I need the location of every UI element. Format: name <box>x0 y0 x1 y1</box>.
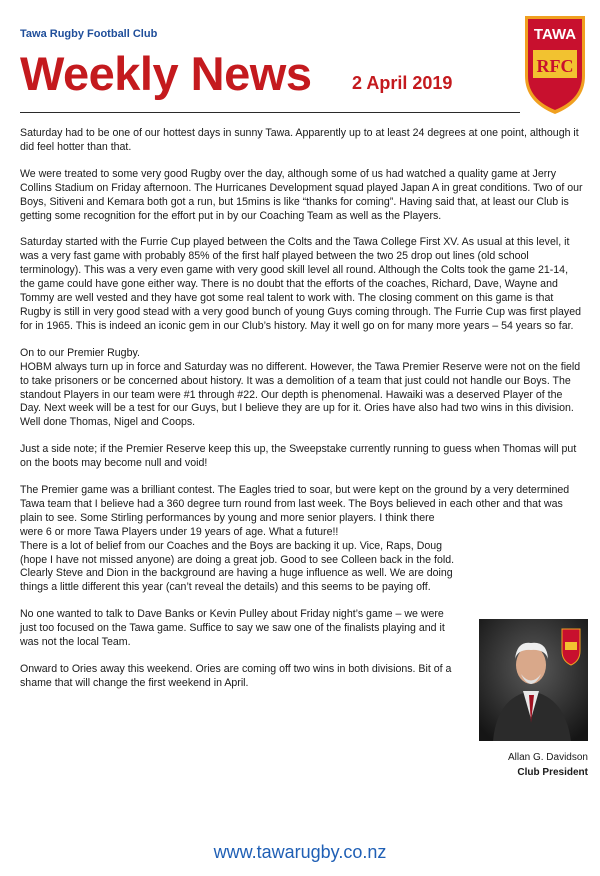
header-divider <box>20 112 520 113</box>
paragraph: On to our Premier Rugby. HOBM always turn up in force and Saturday was no different. However, the Tawa Premier Reserve were not on the field to take prisoners or be concerned about history. It was a demolition of a team that just could not handle our Boys. The standout Players in our team were #1 through #22. Our depth is phenomenal. Hawaiki was a deserved Player of the Day. Next week will be a test for our Guys, but I believe they are up for it. Ories have also had two wins in this division. Well done Thomas, Nigel and Coops. <box>20 346 581 429</box>
website-link[interactable]: www.tawarugby.co.nz <box>213 842 387 862</box>
paragraph: Just a side note; if the Premier Reserve keep this up, the Sweepstake currently running to guess when Thomas will put on the boots may become null and void! <box>20 443 577 470</box>
crest-letters: RFC <box>536 56 574 76</box>
club-crest-logo <box>523 14 587 116</box>
paragraph: The Premier game was a brilliant contest. The Eagles tried to soar, but were kept on the ground by a very determined Tawa team that I believe had a 360 degree turn round from last week. The Boys believed in each other and that was plain to see. Some Stirling performances by young and more senior players. I think there were 6 or more Tawa Players under 19 years of age. What a future!! There is a lot of belief from our Coaches and the Boys are backing it up. Vice, Raps, Doug (hope I have not missed anyone) are doing a great job. Good to see Colleen back in the fold. Clearly Steve and Dion in the background are having a huge influence as well. We are doing things a little different this year (can’t reveal the details) and this seems to be paying off. <box>20 484 570 594</box>
paragraph: No one wanted to talk to Dave Banks or Kevin Pulley about Friday night’s game – we were just too focused on the Tawa game. Suffice to say we saw one of the finalists playing and it was not the local Team. <box>20 608 445 649</box>
paragraph: Saturday started with the Furrie Cup played between the Colts and the Tawa College First XV. As usual at this level, it was a very fast game with probably 85% of the first half played between the two 25 drop out lines (old school terminology). This was a very even game with very good skill level all round. Although the Colts took the game 21-14, the game could have gone either way. There is no doubt that the efforts of the coaches, Richard, Dave, Wayne and Tommy are well vested and they have got some real talent to work with. The closing comment on this game is that Rugby is still in very good stead with a very good bunch of young Guys coming through. The Furrie Cup was first played for in 1965. This is indeed an iconic gem in our Club’s history. May it well go on for many more years – 54 years so far. <box>20 236 581 332</box>
president-name: Allan G. Davidson <box>507 752 588 763</box>
club-name: Tawa Rugby Football Club <box>20 28 158 40</box>
president-photo <box>479 619 588 741</box>
president-caption <box>470 750 588 780</box>
paragraph: Saturday had to be one of our hottest days in sunny Tawa. Apparently up to at least 24 degrees at one point, although it did feel hotter than that. <box>20 127 579 153</box>
president-title: Club President <box>517 767 588 778</box>
newsletter-date: 2 April 2019 <box>352 73 453 93</box>
crest-top-text: TAWA <box>533 26 577 43</box>
paragraph: We were treated to some very good Rugby over the day, although some of us had watched a quality game at Jerry Collins Stadium on Friday afternoon. The Hurricanes Development squad played Japan A in great conditions. Two of our Boys, Sitiveni and Kemara both got a run, but 15mins is like “thanks for coming”. Having said that, at least our Club is getting some recognition for the effort put in by our Coaching Team as well as the Players. <box>20 167 583 222</box>
newsletter-title: Weekly News <box>20 47 312 100</box>
article-body <box>20 127 585 704</box>
paragraph: Onward to Ories away this weekend. Ories are coming off two wins in both divisions. Bit of a shame that will change the first weekend in April. <box>20 663 452 689</box>
